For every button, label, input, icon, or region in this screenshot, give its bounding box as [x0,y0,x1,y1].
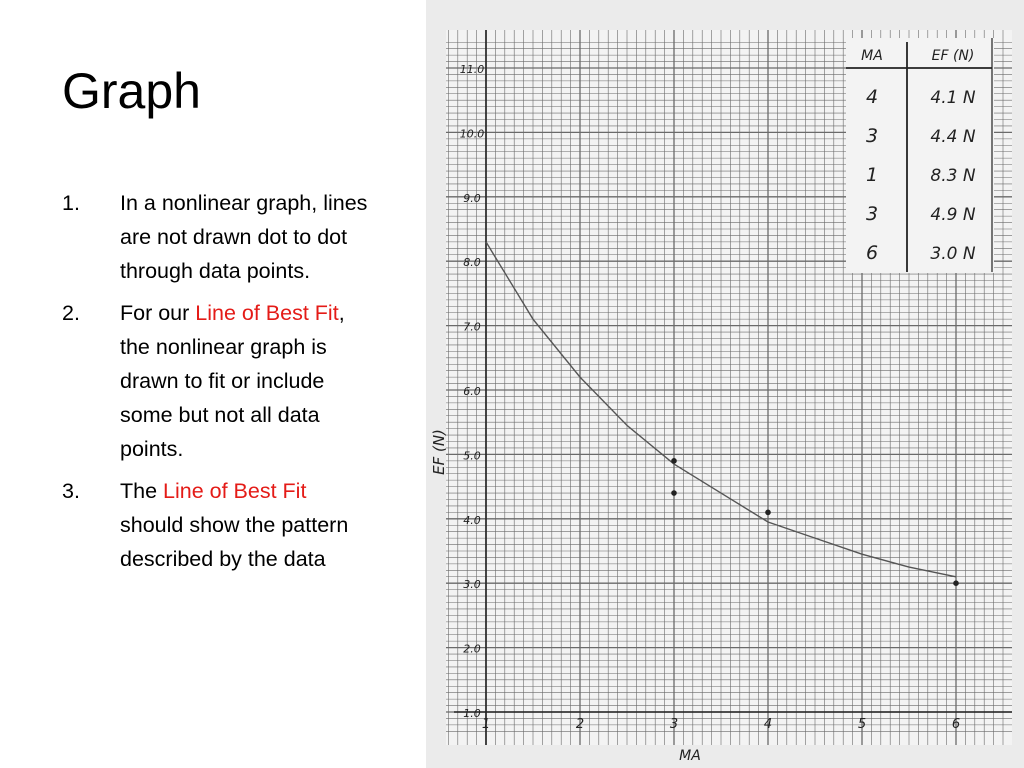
slide-title: Graph [62,63,201,119]
bullet-text-part: , the nonlinear graph is drawn to fit or include some but not all data points. [120,301,345,461]
table-header-ef: EF (N) [931,48,975,64]
table-cell-ma: 3 [865,203,879,225]
bullet-text-part: In a nonlinear graph, lines are not drawn dot to dot through data points. [120,191,368,283]
bullet-text-part: The [120,479,164,503]
x-tick-label: 3 [669,717,679,732]
bullet-text-part: should show the pattern described by the data [120,513,349,571]
x-tick-label: 5 [857,717,867,732]
y-axis-label: EF (N) [430,429,448,475]
highlight-term: Line of Best Fit [195,301,339,325]
table-cell-ef: 3.0 N [930,244,976,264]
x-tick-label: 1 [481,717,491,732]
table-cell-ef: 4.9 N [930,205,976,225]
bullet-item [62,474,372,576]
bullet-item [62,186,372,288]
bullet-text [120,474,372,576]
table-cell-ef: 8.3 N [930,166,976,186]
table-cell-ma: 1 [865,164,879,186]
y-tick-label: 6.0 [463,385,481,398]
y-tick-label: 5.0 [463,449,481,463]
table-cell-ma: 4 [865,86,879,108]
x-tick-label: 6 [951,717,961,732]
highlight-term: Line of Best Fit [163,479,307,503]
x-tick-label: 4 [763,717,773,732]
data-point [953,580,959,586]
x-axis-label: MA [679,748,701,764]
y-tick-label: 8.0 [463,256,481,270]
bullet-number: 3. [62,479,80,503]
table-cell-ef: 4.1 N [930,88,976,108]
y-tick-label: 2.0 [463,642,481,656]
graph-svg [426,0,1024,768]
table-cell-ma: 6 [865,242,879,264]
data-point [671,458,677,464]
y-tick-label: 4.0 [463,513,481,527]
table-cell-ef: 4.4 N [930,127,976,147]
y-tick-label: 10.0 [459,127,485,141]
data-point [765,510,771,516]
bullet-item [62,296,372,466]
y-tick-label: 3.0 [463,578,481,592]
y-tick-label: 9.0 [463,191,481,205]
bullet-number: 2. [62,301,80,325]
x-tick-label: 2 [575,717,585,732]
y-tick-label: 11.0 [459,63,485,76]
bullet-text-part: For our [120,301,196,325]
bullet-text [120,296,372,466]
table-cell-ma: 3 [865,125,879,147]
bullet-list [62,186,372,584]
table-header-ma: MA [861,48,883,64]
data-point [671,490,677,496]
y-tick-label: 1.0 [463,707,481,720]
y-tick-label: 7.0 [463,320,481,334]
data-table [846,38,994,273]
graph-paper-photo [426,0,1024,768]
bullet-text [120,186,372,288]
bullet-number: 1. [62,191,80,215]
table-background [846,38,994,273]
